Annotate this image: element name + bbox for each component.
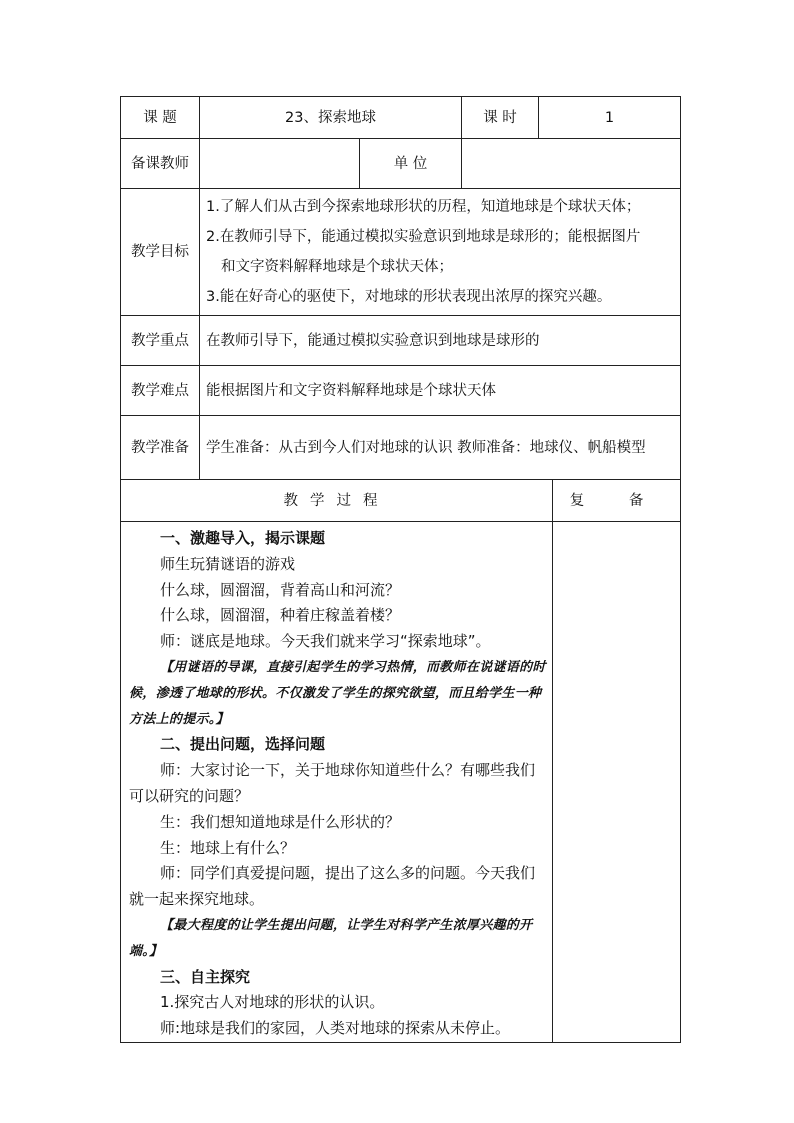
s2-line-3: 生：地球上有什么？ xyxy=(160,838,296,857)
s2-line-4: 师：同学们真爱提问题，提出了这么多的问题。今天我们就一起来探究地球。 xyxy=(129,864,536,909)
row-key-point xyxy=(121,316,681,366)
s2-line-1: 师：大家讨论一下，关于地球你知道些什么？有哪些我们可以研究的问题？ xyxy=(129,761,536,805)
process-label xyxy=(121,480,553,522)
row-difficulty xyxy=(121,366,681,416)
row-goals xyxy=(121,189,681,316)
goals-label: 教学目标 xyxy=(121,189,200,316)
s1-line-3: 什么球，圆溜溜，种着庄稼盖着楼？ xyxy=(160,606,401,625)
s1-line-2: 什么球，圆溜溜，背着高山和河流？ xyxy=(160,580,401,599)
lesson-plan-table xyxy=(120,96,681,1043)
review-label xyxy=(553,480,681,522)
row-topic xyxy=(121,97,681,139)
topic-label: 课 题 xyxy=(121,97,200,139)
review-content xyxy=(553,522,681,1043)
goal-item-2-cont: 和文字资料解释地球是个球状天体； xyxy=(221,259,453,275)
unit-label: 单 位 xyxy=(360,139,462,189)
goal-item-1: 1.了解人们从古到今探索地球形状的历程，知道地球是个球状天体； xyxy=(206,199,641,215)
goal-item-2: 2.在教师引导下，能通过模拟实验意识到地球是球形的；能根据图片 xyxy=(206,229,641,245)
s1-note: 【用谜语的导课，直接引起学生的学习热情，而教师在说谜语的时候，渗透了地球的形状。不仅激发了学生的探究欲望，而且给学生一种方法上的提示。】 xyxy=(129,659,546,727)
period-label: 课 时 xyxy=(462,97,539,139)
preparation-value: 学生准备：从古到今人们对地球的认识 教师准备：地球仪、帆船模型 xyxy=(200,416,681,480)
review-label-text: 复 备 xyxy=(569,492,664,509)
section-3-title: 三、自主探究 xyxy=(160,967,251,986)
period-value: 1 xyxy=(539,97,681,139)
s3-line-2: 师:地球是我们的家园，人类对地球的探索从未停止。 xyxy=(160,1019,511,1038)
section-2-title: 二、提出问题，选择问题 xyxy=(160,735,326,754)
s2-line-2: 生：我们想知道地球是什么形状的？ xyxy=(160,812,401,831)
process-content xyxy=(121,522,553,1043)
key-point-label: 教学重点 xyxy=(121,316,200,366)
difficulty-value: 能根据图片和文字资料解释地球是个球状天体 xyxy=(200,366,681,416)
teacher-value xyxy=(200,139,360,189)
row-process-header xyxy=(121,480,681,522)
topic-value: 23、探索地球 xyxy=(200,97,462,139)
s1-line-4: 师：谜底是地球。今天我们就来学习“探索地球”。 xyxy=(160,632,491,651)
row-preparation xyxy=(121,416,681,480)
s1-line-1: 师生玩猜谜语的游戏 xyxy=(160,554,296,573)
unit-value xyxy=(462,139,681,189)
process-label-text: 教学过程 xyxy=(283,492,390,509)
s2-note: 【最大程度的让学生提出问题，让学生对科学产生浓厚兴趣的开端。】 xyxy=(129,917,533,959)
row-process-body xyxy=(121,522,681,1043)
goals-content xyxy=(200,189,681,316)
s3-line-1: 1.探究古人对地球的形状的认识。 xyxy=(160,993,385,1012)
preparation-label: 教学准备 xyxy=(121,416,200,480)
section-1-title: 一、激趣导入，揭示课题 xyxy=(160,529,326,547)
goal-item-3: 3.能在好奇心的驱使下，对地球的形状表现出浓厚的探究兴趣。 xyxy=(206,289,612,305)
difficulty-label: 教学难点 xyxy=(121,366,200,416)
teacher-label-text: 备课教师 xyxy=(131,155,189,172)
key-point-value: 在教师引导下，能通过模拟实验意识到地球是球形的 xyxy=(200,316,681,366)
row-teacher xyxy=(121,139,681,189)
teacher-label xyxy=(121,139,200,189)
